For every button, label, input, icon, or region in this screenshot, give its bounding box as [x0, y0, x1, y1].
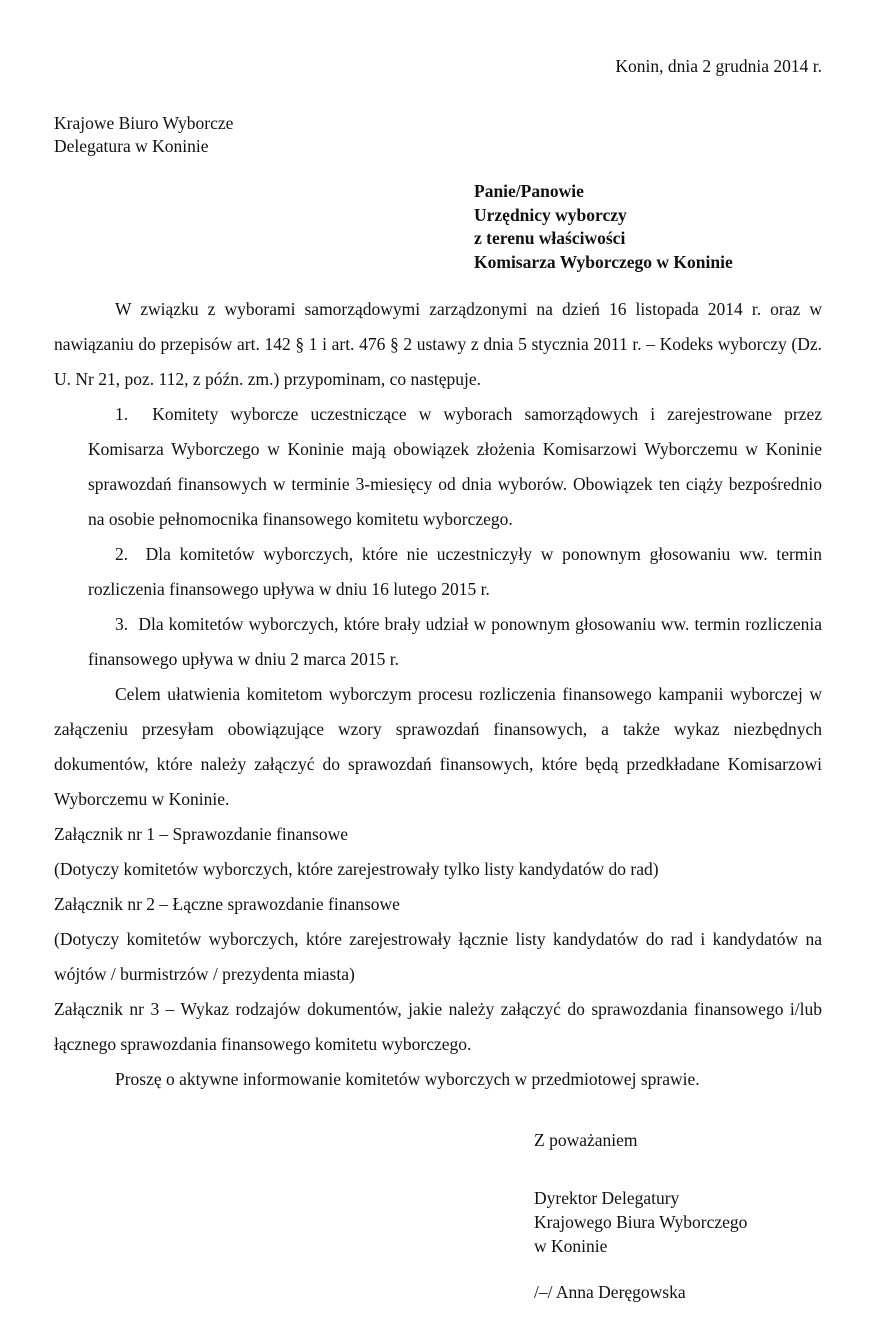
sender-block	[54, 112, 233, 158]
signer-title-line-3: w Koninie	[534, 1236, 608, 1256]
request-paragraph: Proszę o aktywne informowanie komitetów wyborczych w przedmiotowej sprawie.	[115, 1069, 700, 1089]
reminder-list	[54, 397, 822, 677]
list-item	[54, 397, 822, 537]
list-item-text: Dla komitetów wyborczych, które nie uczestniczyły w ponownym głosowaniu ww. termin rozliczenia finansowego upływa w dniu 16 lutego 2015 r.	[88, 544, 823, 599]
addressee-block	[474, 180, 733, 274]
addressee-line-1: Panie/Panowie	[474, 181, 584, 201]
list-item-text: Komitety wyborcze uczestniczące w wyborach samorządowych i zarejestrowane przez Komisarza Wyborczego w Koninie mają obowiązek złożenia Komisarzowi Wyborczemu w Koninie sprawozdań finansowych w terminie 3-miesięcy od dnia wyborów. Obowiązek ten ciąży bezpośrednio na osobie pełnomocnika finansowego komitetu wyborczego.	[88, 404, 822, 529]
list-item-number: 2.	[115, 544, 129, 564]
place-and-date: Konin, dnia 2 grudnia 2014 r.	[615, 56, 822, 76]
attachment-1-title: Załącznik nr 1 – Sprawozdanie finansowe	[54, 824, 348, 844]
purpose-paragraph: Celem ułatwienia komitetom wyborczym procesu rozliczenia finansowego kampanii wyborczej w załączeniu przesyłam obowiązujące wzory sprawozdań finansowych, a także wykaz niezbędnych dokumentów, które należy załączyć do sprawozdań finansowych, które będą przedkładane Komisarzowi Wyborczemu w Koninie.	[54, 684, 822, 809]
list-item	[54, 537, 822, 607]
list-item-number: 1.	[115, 404, 129, 424]
signature-line: /–/ Anna Deręgowska	[534, 1282, 686, 1302]
sender-line-2: Delegatura w Koninie	[54, 136, 209, 156]
signer-title-line-1: Dyrektor Delegatury	[534, 1188, 680, 1208]
intro-paragraph: W związku z wyborami samorządowymi zarządzonymi na dzień 16 listopada 2014 r. oraz w nawiązaniu do przepisów art. 142 § 1 i art. 476 § 2 ustawy z dnia 5 stycznia 2011 r. – Kodeks wyborczy (Dz. U. Nr 21, poz. 112, z późn. zm.) przypominam, co następuje.	[54, 299, 822, 389]
signer-block	[534, 1186, 747, 1258]
attachment-3-title: Załącznik nr 3 – Wykaz rodzajów dokumentów, jakie należy załączyć do sprawozdania finansowego i/lub łącznego sprawozdania finansowego komitetu wyborczego.	[54, 999, 822, 1054]
addressee-line-4: Komisarza Wyborczego w Koninie	[474, 251, 733, 272]
list-item-text: Dla komitetów wyborczych, które brały udział w ponownym głosowaniu ww. termin rozliczenia finansowego upływa w dniu 2 marca 2015 r.	[88, 614, 823, 669]
list-item-number: 3.	[115, 614, 129, 634]
attachment-2-title: Załącznik nr 2 – Łączne sprawozdanie finansowe	[54, 894, 400, 914]
signer-title-line-2: Krajowego Biura Wyborczego	[534, 1212, 748, 1232]
letter-body	[54, 292, 822, 1097]
addressee-line-2: Urzędnicy wyborczy	[474, 204, 627, 225]
addressee-line-3: z terenu właściwości	[474, 228, 626, 248]
sender-line-1: Krajowe Biuro Wyborcze	[54, 113, 234, 133]
list-item	[54, 607, 822, 677]
closing-regards: Z poważaniem	[534, 1130, 638, 1150]
attachment-1-note: (Dotyczy komitetów wyborczych, które zarejestrowały tylko listy kandydatów do rad)	[54, 859, 659, 879]
attachment-2-note: (Dotyczy komitetów wyborczych, które zarejestrowały łącznie listy kandydatów do rad i kandydatów na wójtów / burmistrzów / prezydenta miasta)	[54, 929, 822, 984]
